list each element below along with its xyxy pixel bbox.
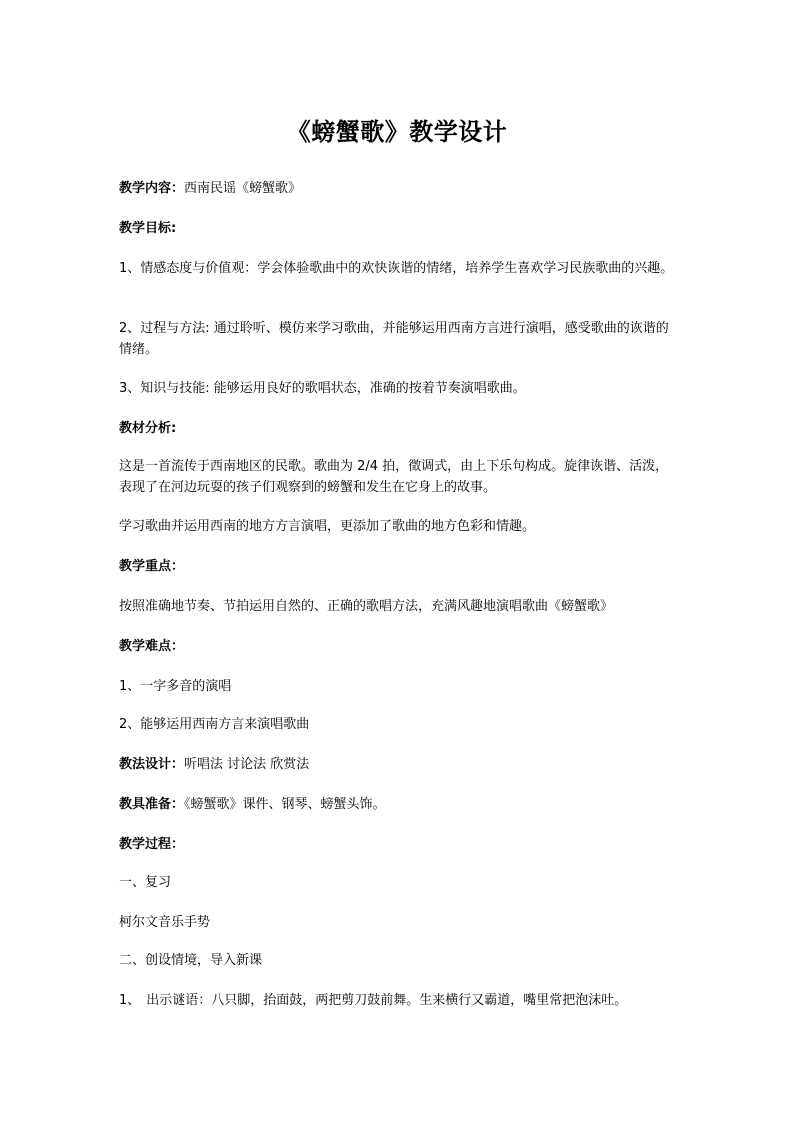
method-design-value: 听唱法 讨论法 欣赏法: [184, 757, 310, 772]
document-title: 《螃蟹歌》教学设计: [286, 118, 508, 146]
method-design: [119, 754, 679, 775]
goal-1: 1、情感态度与价值观：学会体验歌曲中的欢快诙谐的情绪，培养学生喜欢学习民族歌曲的兴趣。: [119, 261, 674, 276]
process-step-1: 一、复习: [119, 875, 172, 890]
key-points-heading: 教学重点：: [119, 559, 185, 574]
analysis-paragraph-1: 这是一首流传于西南地区的民歌。歌曲为 2/4 拍，徵调式，由上下乐句构成。旋律诙谐、活泼，表现了在河边玩耍的孩子们观察到的螃蟹和发生在它身上的故事。: [119, 459, 669, 495]
teaching-tools-label: 教具准备：: [119, 797, 185, 812]
teaching-goals-heading: 教学目标:: [119, 221, 177, 236]
process-step-1-detail: 柯尔文音乐手势: [119, 915, 211, 930]
difficulty-2: 2、能够运用西南方言来演唱歌曲: [119, 717, 310, 732]
goal-2: 2、过程与方法: 通过聆听、模仿来学习歌曲，并能够运用西南方言进行演唱，感受歌曲的诙谐的情绪。: [119, 321, 669, 357]
analysis-paragraph-2: 学习歌曲并运用西南的地方方言演唱，更添加了歌曲的地方色彩和情趣。: [119, 519, 536, 534]
method-design-label: 教法设计：: [119, 757, 185, 772]
process-step-2-item-1-number: 1、: [119, 993, 141, 1008]
teaching-tools: [119, 794, 679, 815]
teaching-process-heading: 教学过程：: [119, 837, 185, 852]
goal-3: 3、知识与技能: 能够运用良好的歌唱状态，准确的按着节奏演唱歌曲。: [119, 381, 526, 396]
difficulties-heading: 教学难点：: [119, 639, 185, 654]
teaching-content-value: 西南民谣《螃蟹歌》: [184, 181, 302, 196]
teaching-content-label: 教学内容：: [119, 181, 185, 196]
process-step-2-item-1-text: 出示谜语：八只脚，抬面鼓，两把剪刀鼓前舞。生来横行又霸道，嘴里常把泡沫吐。: [146, 993, 628, 1008]
process-step-2: 二、创设情境，导入新课: [119, 953, 263, 968]
teaching-content: [119, 178, 679, 199]
key-points-text: 按照准确地节奏、节拍运用自然的、正确的歌唱方法，充满风趣地演唱歌曲《螃蟹歌》: [119, 599, 614, 614]
difficulty-1: 1、一字多音的演唱: [119, 679, 232, 694]
teaching-tools-value: 《螃蟹歌》课件、钢琴、螃蟹头饰。: [184, 797, 386, 812]
process-step-2-item-1: [119, 990, 679, 1011]
material-analysis-heading: 教材分析:: [119, 421, 177, 436]
